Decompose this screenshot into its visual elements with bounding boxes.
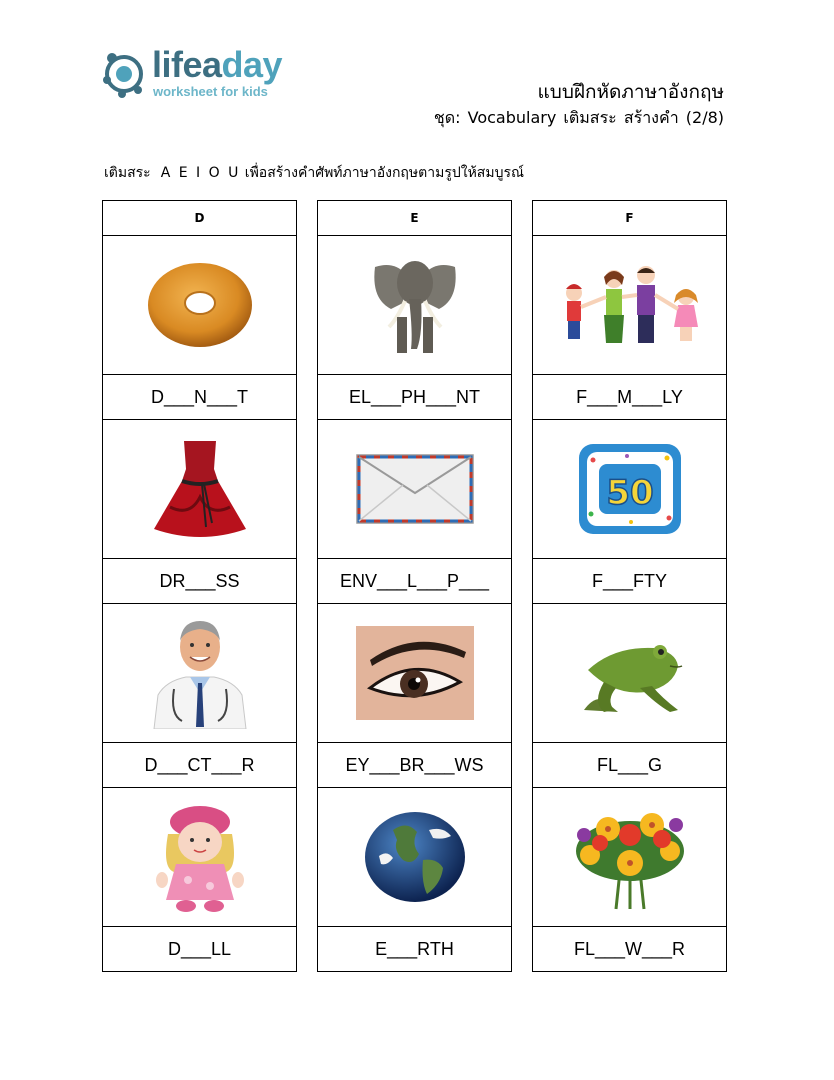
picture-cell [318,420,511,559]
picture-cell [533,788,726,927]
donut-icon [145,259,255,351]
instruction [104,162,524,184]
instruction-prefix: เติมสระ [104,165,151,181]
picture-cell [103,420,296,559]
instruction-vowels: A E I O U [160,165,241,181]
column-f [532,200,727,972]
word-puzzle: EL___PH___NT [318,375,511,420]
picture-cell [318,788,511,927]
word-puzzle: D___CT___R [103,743,296,788]
column-header: E [318,201,511,236]
flower-icon [572,801,688,913]
logo [102,44,283,102]
picture-cell [533,236,726,375]
fifty-label: 50 [605,473,654,513]
word-puzzle: EY___BR___WS [318,743,511,788]
dress-icon [150,437,250,541]
word-puzzle: E___RTH [375,938,454,959]
word-puzzle: DR___SS [103,559,296,604]
frog-icon [574,626,686,720]
logo-mark-icon [102,50,150,102]
picture-cell [103,236,296,375]
picture-cell [318,604,511,743]
column-header: D [103,201,296,236]
word-puzzle: F___M___LY [533,375,726,420]
word-puzzle: FL___G [533,743,726,788]
picture-cell [533,604,726,743]
picture-cell [103,788,296,927]
picture-cell [533,420,726,559]
family-icon [556,263,704,347]
envelope-icon [355,453,475,525]
word-puzzle: FL___W___R [573,938,686,959]
elephant-icon [367,253,463,357]
word-puzzle: ENV___L___P___ [318,559,511,604]
column-header: F [533,201,726,236]
doll-icon [152,802,248,912]
logo-name: lifeaday [152,44,283,85]
word-puzzle: D___LL [167,938,232,959]
page-title: แบบฝึกหัดภาษาอังกฤษ [537,81,724,103]
picture-cell [318,236,511,375]
fifty-icon [577,442,683,536]
logo-tagline: worksheet for kids [153,84,268,99]
earth-icon [363,810,467,904]
instruction-text: เพื่อสร้างคำศัพท์ภาษาอังกฤษตามรูปให้สมบูรณ์ [244,165,524,181]
column-e [317,200,512,972]
page-subtitle: ชุด: Vocabulary เติมสระ สร้างคำ (2/8) [433,108,724,127]
doctor-icon [148,617,252,729]
eye-icon [356,626,474,720]
word-puzzle: D___N___T [103,375,296,420]
picture-cell [103,604,296,743]
word-puzzle: F___FTY [533,559,726,604]
column-d [102,200,297,972]
